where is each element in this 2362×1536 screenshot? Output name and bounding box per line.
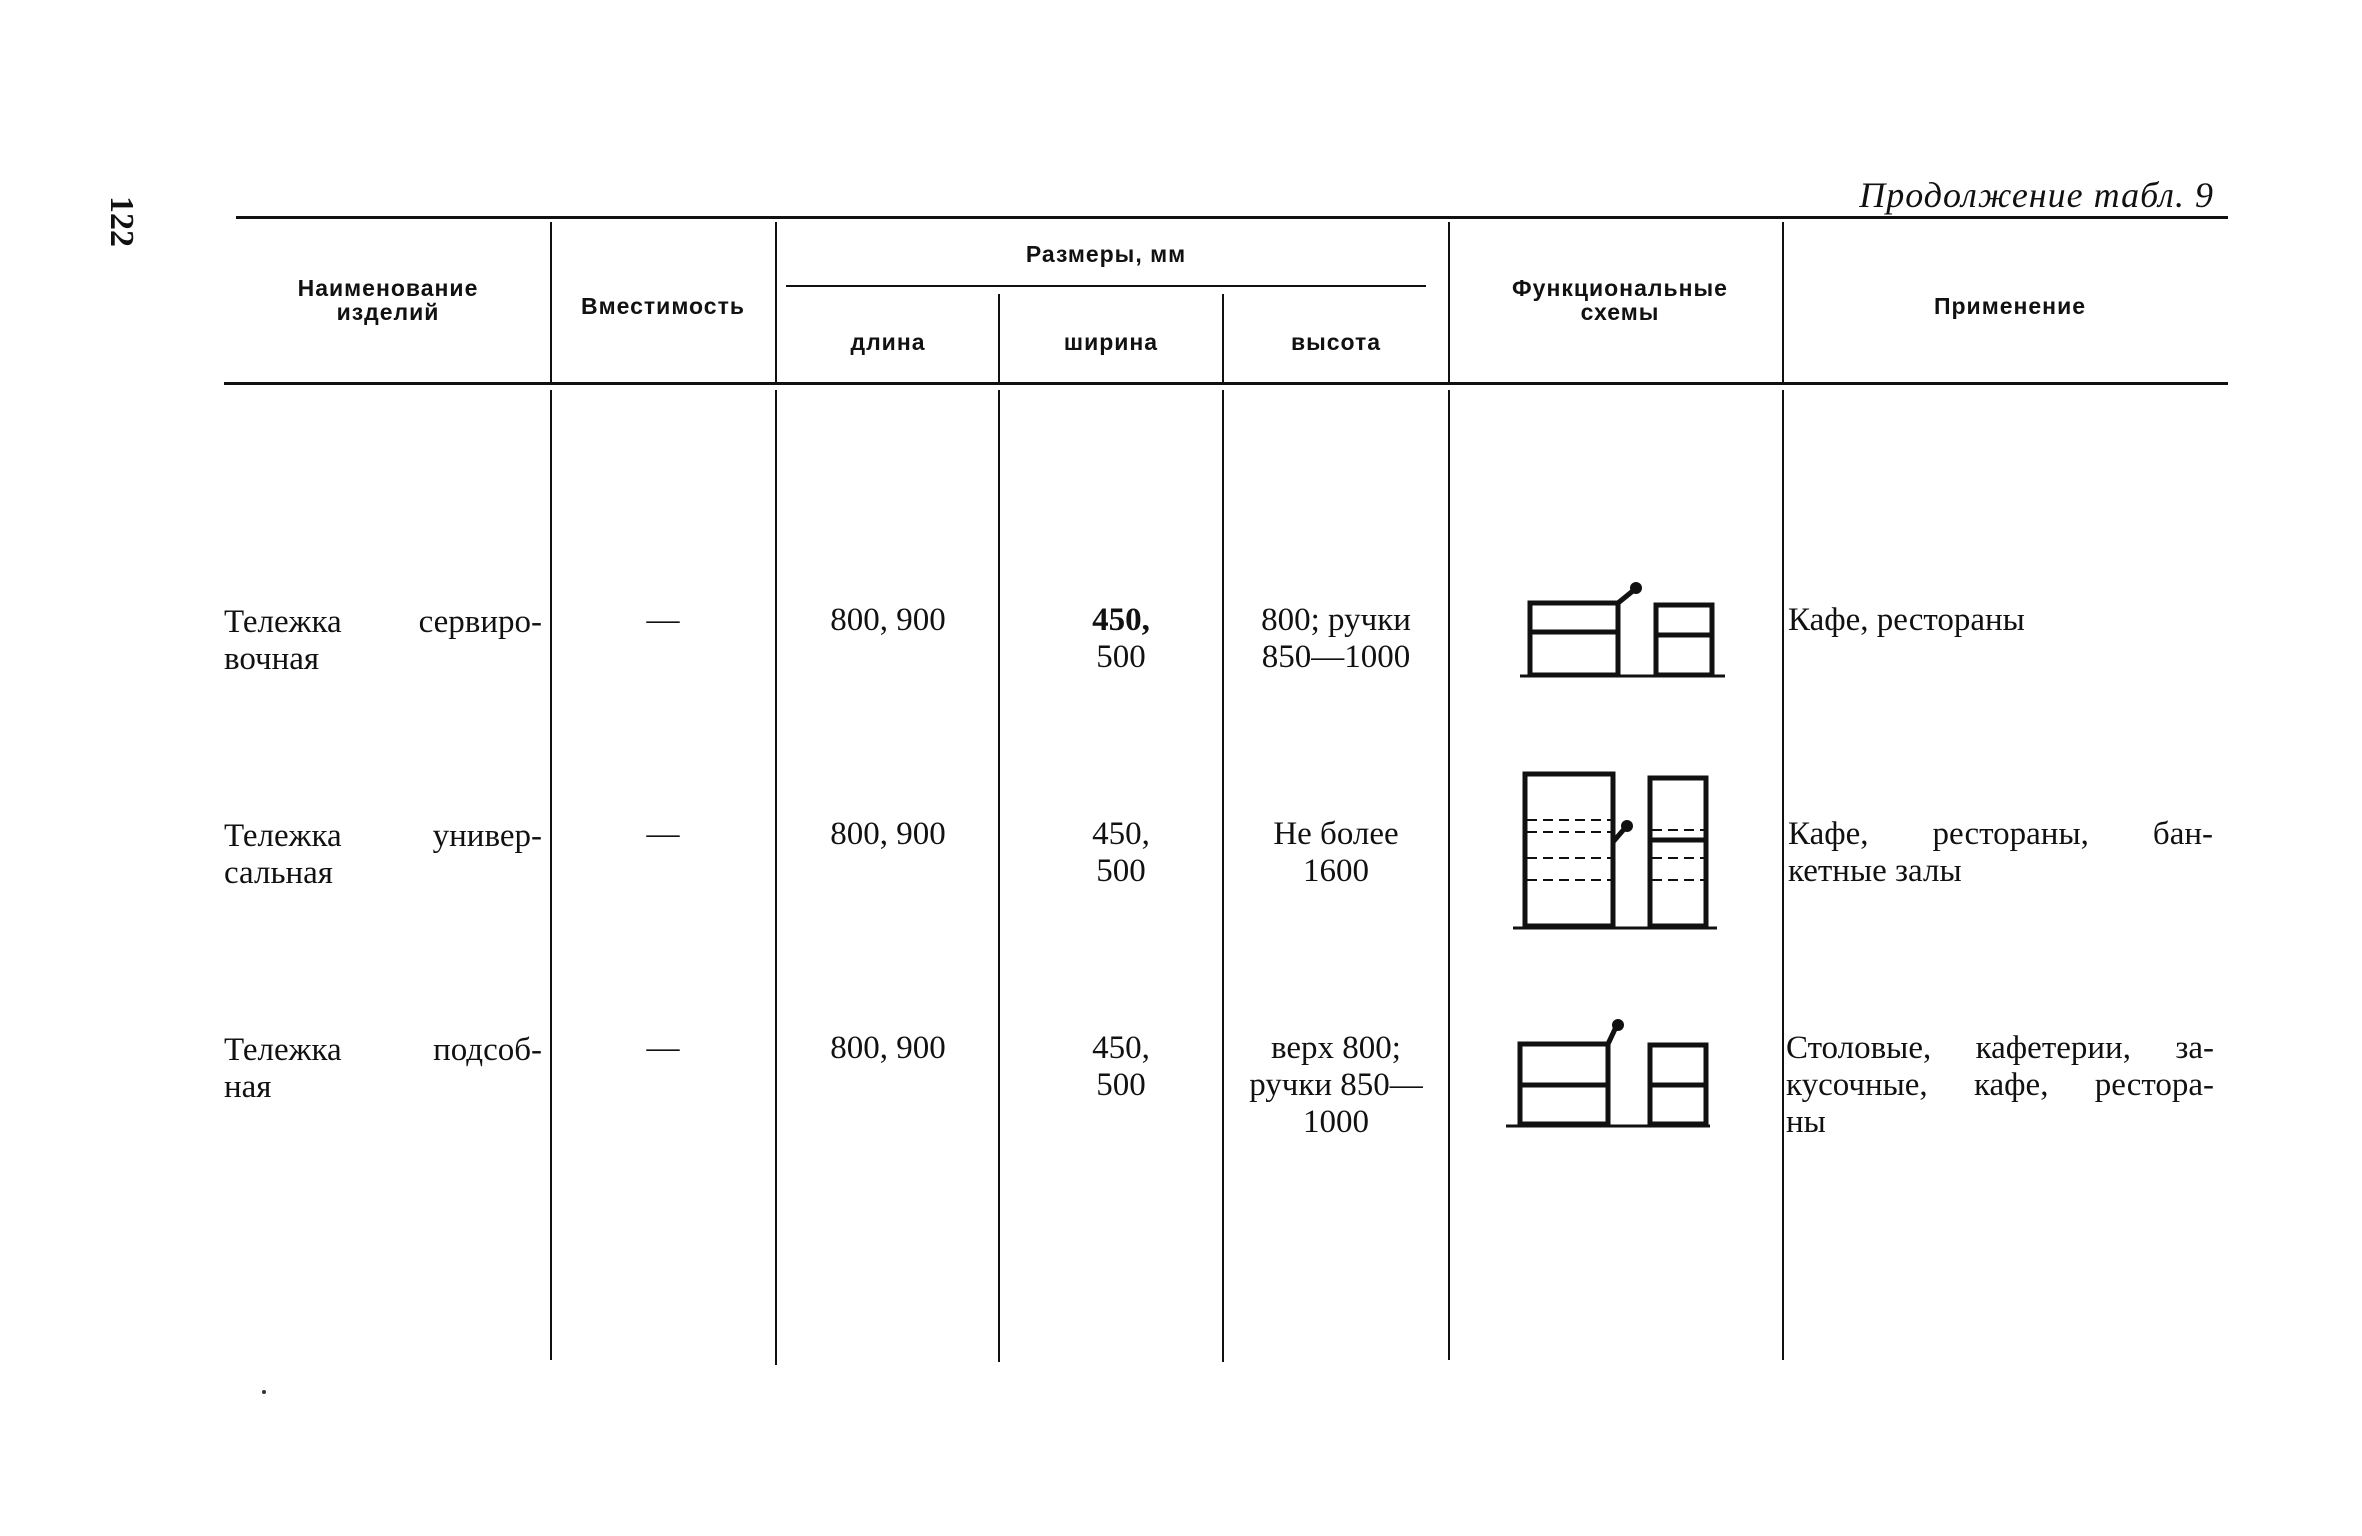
row-2-application [1788, 816, 2213, 890]
header-divider-3 [998, 294, 1000, 382]
row-2-capacity: — [646, 816, 680, 852]
row-2-width-line1: 450, [1092, 816, 1150, 852]
row-2-width [1003, 816, 1239, 890]
header-height: высота [1290, 329, 1382, 355]
table-top-rule [236, 216, 2228, 219]
row-3-height [1227, 1030, 1445, 1141]
row-2-application-line1: Кафе, рестораны, бан- [1788, 816, 2213, 852]
universal-cart-schema-icon [1505, 760, 1735, 940]
row-1-height-line1: 800; ручки [1261, 602, 1411, 638]
row-1-application: Кафе, рестораны [1788, 602, 2025, 638]
header-divider-2 [775, 222, 777, 382]
row-3-height-line3: 1000 [1303, 1104, 1369, 1140]
row-3-length: 800, 900 [830, 1030, 946, 1066]
header-divider-1 [550, 222, 552, 382]
row-1-height [1227, 602, 1445, 676]
row-3-name [224, 1032, 542, 1106]
row-3-application [1786, 1030, 2214, 1141]
header-name: Наименование изделий [297, 275, 479, 325]
row-1-width-line2: 500 [1096, 639, 1146, 675]
row-3-capacity: — [646, 1030, 680, 1066]
row-2-name-line2: сальная [224, 855, 333, 891]
body-divider-3 [998, 390, 1000, 1362]
table-continuation-title: Продолжение табл. 9 [1859, 175, 2214, 215]
page-number: 122 [103, 196, 140, 247]
header-divider-5 [1448, 222, 1450, 382]
header-application: Применение [1933, 293, 2087, 319]
row-1-capacity: — [646, 602, 680, 638]
row-3-width [1003, 1030, 1239, 1104]
row-2-application-line2: кетные залы [1788, 853, 1962, 889]
header-width: ширина [1063, 329, 1159, 355]
body-divider-2 [775, 390, 777, 1365]
header-capacity: Вместимость [581, 293, 745, 319]
serving-cart-schema-icon [1510, 580, 1740, 700]
row-1-width-line1: 450, [1092, 602, 1150, 638]
row-3-application-line3: ны [1786, 1104, 1826, 1140]
row-2-height [1227, 816, 1445, 890]
row-1-name [224, 604, 542, 678]
row-3-height-line2: ручки 850— [1249, 1067, 1423, 1103]
header-dimensions: Размеры, мм [1025, 241, 1187, 267]
header-divider-6 [1782, 222, 1784, 382]
row-1-length: 800, 900 [830, 602, 946, 638]
header-schemes: Функциональные схемы [1512, 275, 1728, 325]
table-header-bottom-rule [224, 382, 2228, 385]
row-1-name-line2: вочная [224, 641, 320, 677]
row-3-application-line1: Столовые, кафетерии, за- [1786, 1030, 2214, 1066]
body-divider-1 [550, 390, 552, 1360]
row-1-width [1003, 602, 1239, 676]
body-divider-6 [1782, 390, 1784, 1360]
row-2-width-line2: 500 [1096, 853, 1146, 889]
utility-cart-schema-icon [1500, 1015, 1730, 1135]
header-length: длина [850, 329, 926, 355]
body-divider-5 [1448, 390, 1450, 1360]
row-2-height-line2: 1600 [1303, 853, 1369, 889]
row-3-height-line1: верх 800; [1271, 1030, 1401, 1066]
row-2-length: 800, 900 [830, 816, 946, 852]
header-divider-4 [1222, 294, 1224, 382]
dimensions-group-rule [786, 285, 1426, 287]
row-1-height-line2: 850—1000 [1261, 639, 1411, 675]
print-speck [262, 1390, 266, 1394]
row-3-width-line2: 500 [1096, 1067, 1146, 1103]
row-3-name-line1: Тележка подсоб- [224, 1032, 542, 1068]
row-1-name-line1: Тележка сервиро- [224, 604, 542, 640]
row-3-width-line1: 450, [1092, 1030, 1150, 1066]
row-2-name [224, 818, 542, 892]
row-2-name-line1: Тележка универ- [224, 818, 542, 854]
row-3-name-line2: ная [224, 1069, 272, 1105]
row-2-height-line1: Не более [1273, 816, 1399, 852]
row-3-application-line2: кусочные, кафе, рестора- [1786, 1067, 2214, 1103]
